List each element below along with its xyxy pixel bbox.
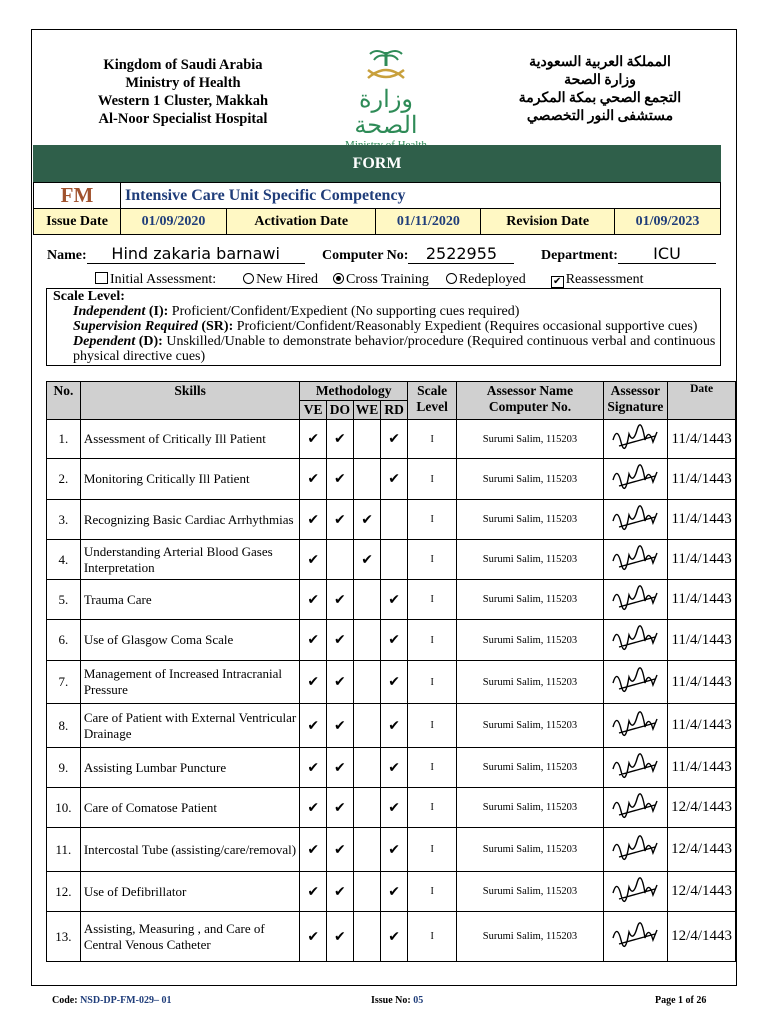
header-cluster-ar: التجمع الصحي بمكة المكرمة [518,91,682,106]
assessment-date: 12/4/1443 [668,828,736,872]
assessor-signature [603,828,668,872]
signature-scribble [609,709,661,739]
assessment-date: 11/4/1443 [668,580,736,620]
skill-number: 8. [47,704,81,748]
computer-label: Computer No: [322,248,409,263]
assessment-date: 11/4/1443 [668,661,736,704]
rd-check [381,500,408,540]
we-check [353,828,381,872]
col-signature: Assessor Signature [603,382,668,420]
initial-assessment-checkbox[interactable] [95,272,108,284]
ve-check: ✔ [300,540,327,580]
ve-check: ✔ [300,620,327,661]
employee-name-field [47,244,305,264]
skill-number: 6. [47,620,81,661]
assessment-date: 11/4/1443 [668,704,736,748]
skill-row [47,748,736,788]
assessor-signature [603,580,668,620]
assessor-name: Surumi Salim, 115203 [457,620,603,661]
ve-check: ✔ [300,580,327,620]
form-title-bar: FORM [33,145,721,182]
computer-number-field [322,244,514,264]
scale-level: I [408,704,457,748]
header-ministry: Ministry of Health [125,75,241,91]
we-check [353,661,381,704]
department-value: ICU [618,244,716,264]
rd-check [381,540,408,580]
assessor-name: Surumi Salim, 115203 [457,788,603,828]
footer-code: Code: NSD-DP-FM-029– 01 [52,995,172,1006]
col-do: DO [327,401,354,420]
redeployed-radio[interactable] [446,273,457,284]
skill-number: 12. [47,872,81,912]
assessor-signature [603,459,668,500]
skill-name: Care of Patient with External Ventricular Drainage [80,704,300,748]
skill-row [47,540,736,580]
header-english [58,56,308,128]
assessor-name: Surumi Salim, 115203 [457,661,603,704]
skill-number: 5. [47,580,81,620]
header-hospital: Al-Noor Specialist Hospital [98,111,268,127]
rd-check: ✔ [381,459,408,500]
skill-name: Recognizing Basic Cardiac Arrhythmias [80,500,300,540]
form-code-badge: FM [34,183,121,209]
scale-level: I [408,872,457,912]
scale-level: I [408,661,457,704]
assessor-name: Surumi Salim, 115203 [457,912,603,962]
issue-date-label: Issue Date [34,209,121,235]
rd-check: ✔ [381,661,408,704]
initial-assessment-label: Initial Assessment: [110,272,217,287]
skill-row [47,500,736,540]
scale-independent: Independent (I): Proficient/Confident/Expedient (No supporting cues required) [73,304,520,319]
do-check: ✔ [327,828,354,872]
assessor-signature [603,661,668,704]
signature-scribble [609,462,661,492]
redeployed-label: Redeployed [458,272,526,287]
we-check [353,620,381,661]
col-methodology: Methodology [300,382,408,401]
signature-scribble [609,833,661,863]
skill-number: 11. [47,828,81,872]
skill-number: 13. [47,912,81,962]
we-check: ✔ [353,540,381,580]
skill-number: 10. [47,788,81,828]
assessor-name: Surumi Salim, 115203 [457,459,603,500]
skill-number: 7. [47,661,81,704]
ve-check: ✔ [300,872,327,912]
assessment-type-options [95,272,643,288]
skill-name: Assisting, Measuring , and Care of Central Venous Catheter [80,912,300,962]
scale-level: I [408,620,457,661]
assessment-date: 11/4/1443 [668,420,736,459]
skill-name: Care of Comatose Patient [80,788,300,828]
assessor-signature [603,500,668,540]
header-ministry-ar: وزارة الصحة [564,73,636,88]
palm-swords-icon [356,48,416,82]
rd-check: ✔ [381,912,408,962]
assessor-name: Surumi Salim, 115203 [457,748,603,788]
skill-row [47,661,736,704]
scale-level: I [408,540,457,580]
signature-scribble [609,791,661,821]
rd-check: ✔ [381,748,408,788]
department-label: Department: [541,248,618,263]
footer-issue: Issue No: 05 [371,995,424,1006]
assessment-date: 12/4/1443 [668,872,736,912]
signature-scribble [609,875,661,905]
assessor-signature [603,420,668,459]
skills-table-body [47,420,736,962]
we-check [353,872,381,912]
ve-check: ✔ [300,912,327,962]
col-skills: Skills [80,382,300,420]
do-check: ✔ [327,788,354,828]
skill-row [47,620,736,661]
skill-name: Monitoring Critically Ill Patient [80,459,300,500]
form-title: Intensive Care Unit Specific Competency [121,183,721,209]
footer-page: Page 1 of 26 [655,995,707,1006]
signature-scribble [609,543,661,573]
assessor-signature [603,748,668,788]
assessor-name: Surumi Salim, 115203 [457,540,603,580]
ve-check: ✔ [300,828,327,872]
skills-table [46,381,736,962]
signature-scribble [609,920,661,950]
skill-number: 3. [47,500,81,540]
assessor-name: Surumi Salim, 115203 [457,500,603,540]
header-hospital-ar: مستشفى النور التخصصي [526,109,674,124]
scale-level: I [408,828,457,872]
name-label: Name: [47,248,87,263]
reassessment-label: Reassessment [565,272,644,287]
ve-check: ✔ [300,704,327,748]
do-check: ✔ [327,912,354,962]
scale-level-legend [46,288,721,366]
assessment-date: 11/4/1443 [668,620,736,661]
col-assessor: Assessor Name Computer No. [457,382,603,420]
assessment-date: 12/4/1443 [668,788,736,828]
assessor-name: Surumi Salim, 115203 [457,580,603,620]
scale-level: I [408,420,457,459]
assessor-signature [603,704,668,748]
new-hired-radio[interactable] [243,273,254,284]
scale-title: Scale Level: [53,289,125,304]
rd-check: ✔ [381,828,408,872]
header-arabic [500,54,700,126]
skill-name: Assisting Lumbar Puncture [80,748,300,788]
rd-check: ✔ [381,620,408,661]
skill-number: 9. [47,748,81,788]
do-check [327,540,354,580]
computer-value: 2522955 [408,244,514,264]
ve-check: ✔ [300,420,327,459]
skill-row [47,459,736,500]
assessment-date: 11/4/1443 [668,748,736,788]
rd-check: ✔ [381,420,408,459]
header-country: Kingdom of Saudi Arabia [103,57,263,73]
form-meta-table [33,182,721,235]
we-check [353,912,381,962]
skill-number: 2. [47,459,81,500]
skill-name: Understanding Arterial Blood Gases Interpretation [80,540,300,580]
ve-check: ✔ [300,788,327,828]
assessor-name: Surumi Salim, 115203 [457,872,603,912]
skill-name: Use of Defibrillator [80,872,300,912]
activation-date-label: Activation Date [226,209,376,235]
assessor-name: Surumi Salim, 115203 [457,704,603,748]
skill-row [47,704,736,748]
do-check: ✔ [327,420,354,459]
col-date: Date [668,382,736,420]
signature-scribble [609,422,661,452]
ministry-logo [332,48,440,139]
do-check: ✔ [327,748,354,788]
col-rd: RD [381,401,408,420]
cross-training-label: Cross Training [345,272,429,287]
signature-scribble [609,665,661,695]
col-ve: VE [300,401,327,420]
ve-check: ✔ [300,459,327,500]
assessor-signature [603,872,668,912]
we-check [353,459,381,500]
scale-level: I [408,500,457,540]
assessment-date: 11/4/1443 [668,540,736,580]
scale-level: I [408,748,457,788]
rd-check: ✔ [381,788,408,828]
cross-training-radio[interactable] [333,273,344,284]
revision-date-label: Revision Date [481,209,615,235]
do-check: ✔ [327,872,354,912]
department-field [541,244,716,264]
col-no: No. [47,382,81,420]
skill-name: Management of Increased Intracranial Pressure [80,661,300,704]
assessor-signature [603,912,668,962]
signature-scribble [609,503,661,533]
we-check [353,704,381,748]
col-scale-level: Scale Level [408,382,457,420]
scale-level: I [408,580,457,620]
do-check: ✔ [327,620,354,661]
skill-name: Intercostal Tube (assisting/care/removal) [80,828,300,872]
ve-check: ✔ [300,748,327,788]
assessor-signature [603,620,668,661]
skill-row [47,828,736,872]
signature-scribble [609,751,661,781]
rd-check: ✔ [381,872,408,912]
issue-date-value: 01/09/2020 [121,209,227,235]
skill-number: 4. [47,540,81,580]
new-hired-label: New Hired [256,272,318,287]
do-check: ✔ [327,704,354,748]
skill-row [47,420,736,459]
name-value: Hind zakaria barnawi [87,244,305,264]
assessor-name: Surumi Salim, 115203 [457,420,603,459]
header-cluster: Western 1 Cluster, Makkah [97,93,269,109]
ve-check: ✔ [300,500,327,540]
skill-row [47,788,736,828]
we-check: ✔ [353,500,381,540]
logo-arabic-text: وزارة الصحة [354,87,418,139]
we-check [353,580,381,620]
skill-name: Use of Glasgow Coma Scale [80,620,300,661]
skill-number: 1. [47,420,81,459]
signature-scribble [609,583,661,613]
skill-row [47,872,736,912]
assessment-date: 11/4/1443 [668,459,736,500]
do-check: ✔ [327,459,354,500]
scale-level: I [408,459,457,500]
reassessment-checkbox[interactable]: ✔ [551,276,564,288]
we-check [353,788,381,828]
scale-dependent: Dependent (D): Unskilled/Unable to demonstrate behavior/procedure (Required continuous verbal and continuous physical directive cues) [73,334,716,364]
we-check [353,748,381,788]
scale-supervision: Supervision Required (SR): Proficient/Confident/Reasonably Expedient (Requires occasional supportive cues) [73,319,698,334]
skill-name: Assessment of Critically Ill Patient [80,420,300,459]
scale-level: I [408,788,457,828]
activation-date-value: 01/11/2020 [376,209,481,235]
assessment-date: 11/4/1443 [668,500,736,540]
assessment-date: 12/4/1443 [668,912,736,962]
skill-row [47,580,736,620]
rd-check: ✔ [381,580,408,620]
assessor-signature [603,788,668,828]
col-we: WE [353,401,381,420]
scale-level: I [408,912,457,962]
ve-check: ✔ [300,661,327,704]
do-check: ✔ [327,580,354,620]
we-check [353,420,381,459]
do-check: ✔ [327,661,354,704]
assessor-name: Surumi Salim, 115203 [457,828,603,872]
do-check: ✔ [327,500,354,540]
revision-date-value: 01/09/2023 [615,209,721,235]
skill-name: Trauma Care [80,580,300,620]
signature-scribble [609,623,661,653]
skill-row [47,912,736,962]
rd-check: ✔ [381,704,408,748]
header-country-ar: المملكة العربية السعودية [529,55,671,70]
assessor-signature [603,540,668,580]
